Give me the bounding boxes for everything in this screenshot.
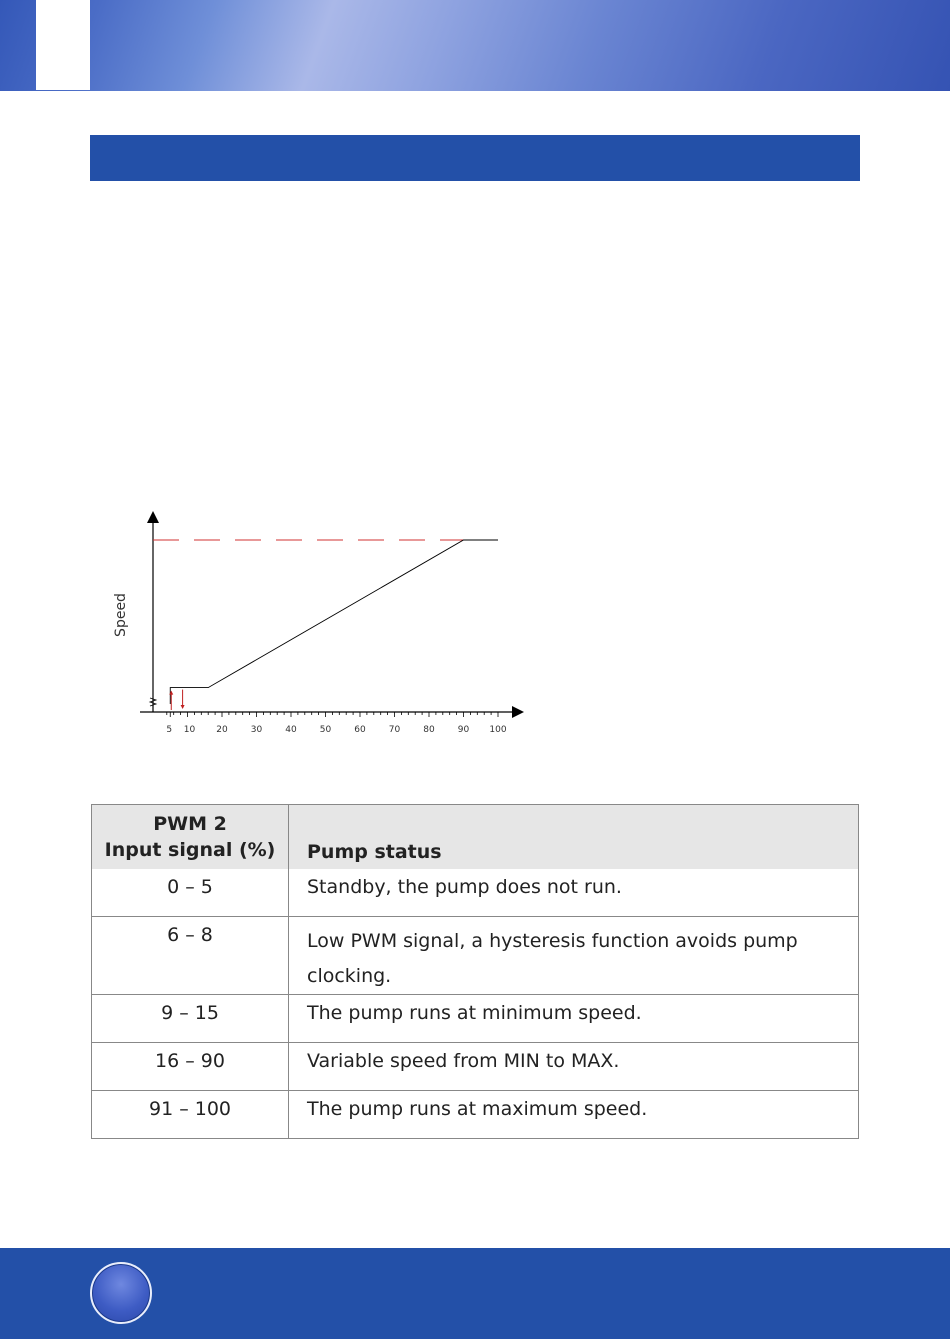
x-tick-label: 80 <box>423 725 435 735</box>
status-cell: The pump runs at minimum speed. <box>289 995 859 1043</box>
x-tick-label: 60 <box>354 725 366 735</box>
x-tick-label: 30 <box>250 725 263 735</box>
hysteresis-down-arrow-head-icon <box>181 705 185 709</box>
header-pwm-label: PWM 2 <box>153 813 227 835</box>
x-tick-label: 5 <box>166 725 173 735</box>
x-tick-label: 10 <box>183 725 196 735</box>
status-cell: The pump runs at maximum speed. <box>289 1091 859 1139</box>
pump-status-table <box>91 804 859 1139</box>
x-tick-label: 50 <box>319 725 332 735</box>
page-badge-icon <box>90 1262 152 1324</box>
header-pump-status: Pump status <box>289 805 859 870</box>
x-tick-label: 40 <box>285 725 297 735</box>
x-tick-label: 100 <box>489 725 507 735</box>
y-axis-label: Speed <box>113 593 129 637</box>
table-row <box>92 1043 859 1091</box>
header-input-signal-label: Input signal (%) <box>104 839 276 861</box>
x-tick-label: 90 <box>457 725 470 735</box>
banner-tab <box>36 0 90 90</box>
status-cell: Low PWM signal, a hysteresis function avoids pump clocking. <box>289 917 859 995</box>
range-cell: 16 – 90 <box>92 1043 289 1091</box>
pwm-speed-chart <box>100 505 540 750</box>
speed-curve-line <box>170 540 498 704</box>
x-tick-label: 20 <box>216 725 228 735</box>
x-tick-label: 70 <box>388 725 401 735</box>
table-header-row <box>92 805 859 870</box>
range-cell: 6 – 8 <box>92 917 289 995</box>
table-row <box>92 1091 859 1139</box>
section-header-bar <box>90 135 860 181</box>
table-row <box>92 995 859 1043</box>
status-cell: Variable speed from MIN to MAX. <box>289 1043 859 1091</box>
status-cell: Standby, the pump does not run. <box>289 869 859 917</box>
table-row <box>92 917 859 995</box>
top-banner <box>0 0 950 91</box>
header-input-signal <box>92 805 289 870</box>
chart-svg <box>100 505 540 750</box>
range-cell: 9 – 15 <box>92 995 289 1043</box>
range-cell: 91 – 100 <box>92 1091 289 1139</box>
table-row <box>92 869 859 917</box>
range-cell: 0 – 5 <box>92 869 289 917</box>
